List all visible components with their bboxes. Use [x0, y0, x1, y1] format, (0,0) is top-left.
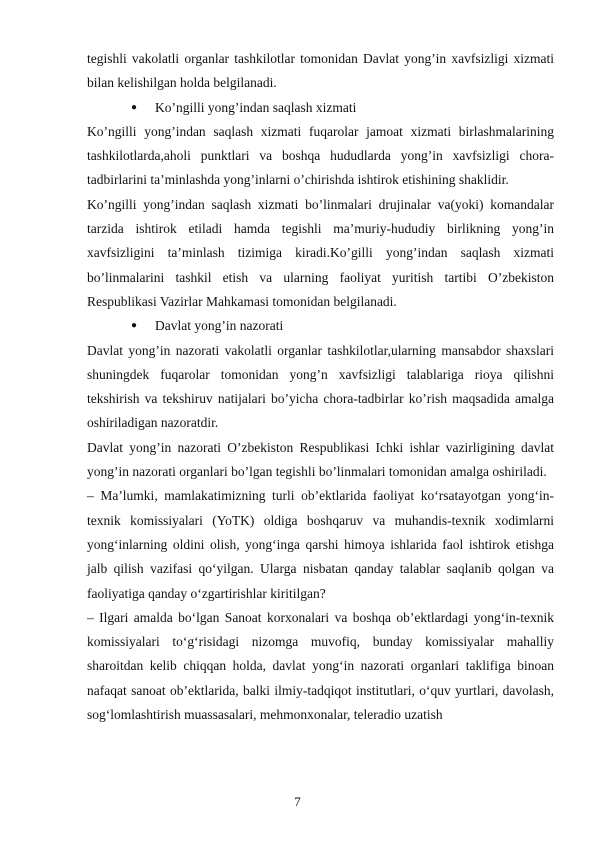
paragraph-intro: tegishli vakolatli organlar tashkilotlar tomonidan Davlat yong’in xavfsizligi xizmati bilan kelishilgan holda belgilanadi. — [87, 51, 554, 91]
bullet-icon: ● — [131, 101, 138, 113]
paragraph-question: – Ma’lumki, mamlakatimizning turli ob’ektlarida faoliyat ko‘rsatayotgan yong‘in-texnik komissiyalari (YoTK) oldiga boshqaruv va muhandis-texnik xodimlarni yong‘inlarning oldini olish, yong‘inga qarshi himoya ishlarida faol ishtirok etishga jalb qilish vazifasi qo‘yilgan. Ularga nisbatan qanday talablar saqlanib qolgan va faoliyatiga qanday o‘zgartirishlar kiritilgan? — [87, 488, 554, 601]
paragraph-state-control-ministry: Davlat yong’in nazorati O’zbekiston Respublikasi Ichki ishlar vazirligining davlat yong’in nazorati organlari bo’lgan tegishli bo’linmalari tomonidan amalga oshiriladi. — [87, 439, 554, 480]
bullet-volunteer-fire-service — [87, 96, 554, 120]
paragraph-volunteer-units: Ko’ngilli yong’indan saqlash xizmati bo’linmalari drujinalar va(yoki) komandalar tarzida ishtirok etiladi hamda tegishli ma’muriy-hududiy birlikning yong’in xavfsizligini ta’minlash tizimiga kiradi.Ko’gilli yong’indan saqlash xizmati bo’linmalarini tashkil etish va ularning faoliyat yuritish tartibi O’zbekiston Respublikasi Vazirlar Mahkamasi tomonidan belgilanadi. — [87, 196, 554, 309]
paragraph-state-control-definition: Davlat yong’in nazorati vakolatli organlar tashkilotlar,ularning mansabdor shaxslari shuningdek fuqarolar tomonidan yong’n xavfsizligi talablariga rioya qilishni tekshirish va tekshiruv natijalari bo’yicha chora-tadbirlar ko’rish maqsadida amalga oshiriladigan nazoratdir. — [87, 342, 554, 431]
bullet-state-fire-control — [87, 314, 554, 338]
paragraph-answer: – Ilgari amalda bo‘lgan Sanoat korxonalari va boshqa ob’ektlardagi yong‘in-texnik komissiyalari to‘g‘risidagi nizomga muvofiq, bunday komissiyalar mahalliy sharoitdan kelib chiqqan holda, davlat yong‘in nazorati organlari taklifiga binoan nafaqat sanoat ob’ektlarida, balki ilmiy-tadqiqot institutlari, o‘quv yurtlari, davolash, sog‘lomlashtirish muassasalari, mehmonxonalar, teleradio uzatish — [87, 609, 554, 723]
page-number: 7 — [294, 794, 301, 809]
bullet-label: Ko’ngilli yong’indan saqlash xizmati — [155, 99, 357, 115]
bullet-label: Davlat yong’in nazorati — [155, 318, 284, 334]
document-body — [87, 47, 554, 727]
bullet-icon: ● — [131, 320, 138, 332]
paragraph-volunteer-definition: Ko’ngilli yong’indan saqlash xizmati fuqarolar jamoat xizmati birlashmalarining tashkilotlarda,aholi punktlari va boshqa hududlarda yong’in xavfsizligi chora-tadbirlarini ta’minlashda yong’inlarni o’chirishda ishtirok etishining shaklidir. — [87, 123, 554, 188]
